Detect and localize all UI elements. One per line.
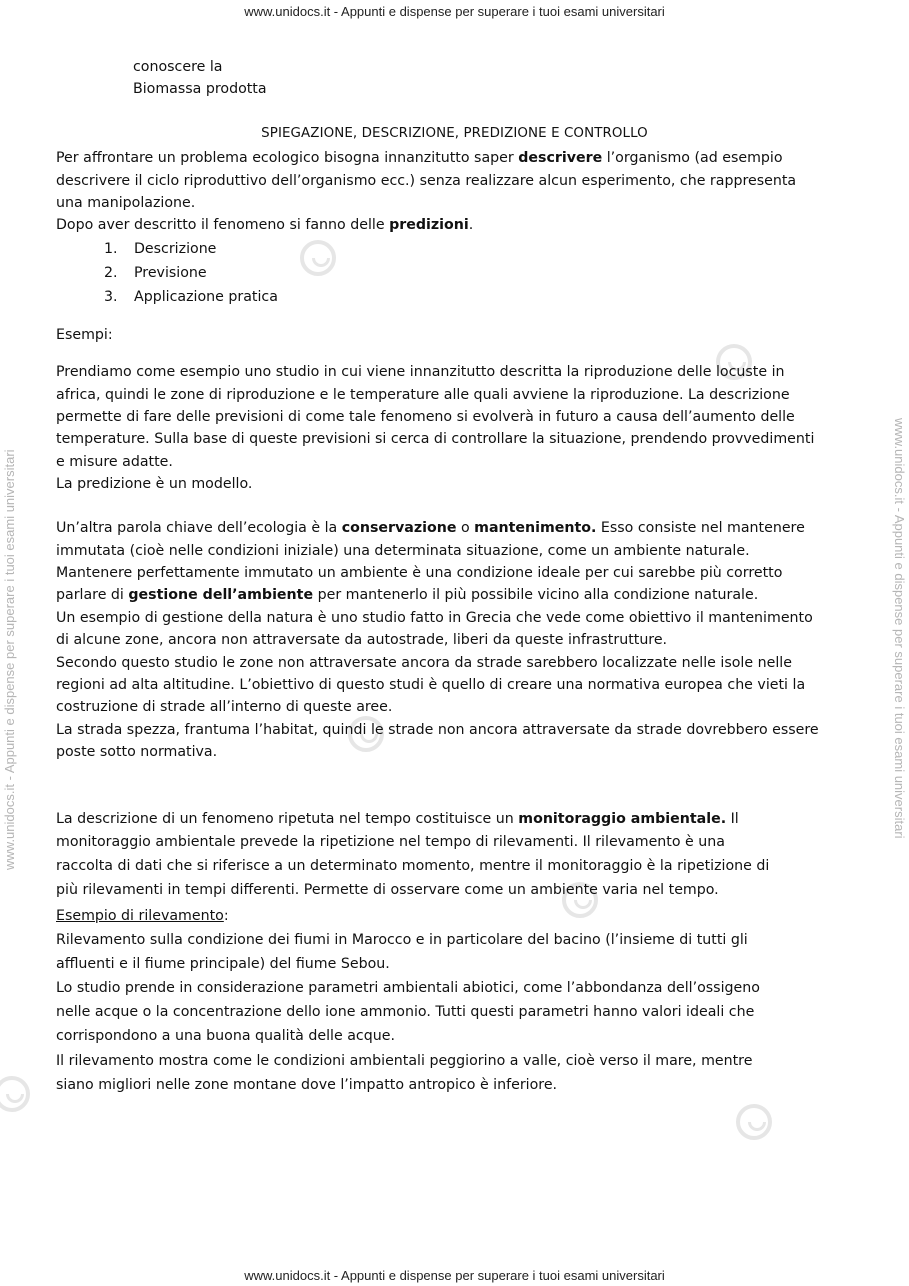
watermark-logo-icon	[736, 1104, 772, 1140]
p3-line: parlare di gestione dell’ambiente per mantenerlo il più possibile vicino alla condizione naturale.	[56, 587, 759, 603]
p4-line: Esempio di rilevamento:	[56, 908, 229, 924]
p4-line: siano migliori nelle zone montane dove l’impatto antropico è inferiore.	[56, 1077, 558, 1093]
watermark-bottom: www.unidocs.it - Appunti e dispense per superare i tuoi esami universitari	[244, 1268, 665, 1283]
numbered-list	[104, 237, 278, 309]
p4-line: monitoraggio ambientale prevede la ripetizione nel tempo di rilevamenti. Il rilevamento è una	[56, 834, 725, 850]
p4-line: più rilevamenti in tempi differenti. Permette di osservare come un ambiente varia nel tempo.	[56, 882, 719, 898]
p2-line: e misure adatte.	[56, 453, 173, 470]
list-item: 1. Descrizione	[104, 241, 217, 257]
watermark-logo-icon	[0, 1076, 30, 1112]
p4-line: La descrizione di un fenomeno ripetuta nel tempo costituisce un monitoraggio ambientale. Il	[56, 811, 739, 827]
p2-line: permette di fare delle previsioni di come tale fenomeno si evolverà in futuro a causa dell’aumento delle	[56, 409, 795, 425]
p3-line: Un esempio di gestione della natura è uno studio fatto in Grecia che vede come obiettivo il mantenimento	[56, 609, 813, 626]
p3-line: poste sotto normativa.	[56, 744, 218, 760]
p3-line: Un’altra parola chiave dell’ecologia è la conservazione o mantenimento. Esso consiste nel mantenere	[56, 520, 805, 536]
p3-line: Mantenere perfettamente immutato un ambiente è una condizione ideale per cui sarebbe più corretto	[56, 565, 783, 581]
p3-line: regioni ad alta altitudine. L’obiettivo di questo studi è quello di creare una normativa europea che vieti la	[56, 677, 806, 693]
p3-line: La strada spezza, frantuma l’habitat, quindi le strade non ancora attraversate da strade dovrebbero essere	[56, 721, 819, 738]
p4-line: Lo studio prende in considerazione parametri ambientali abiotici, come l’abbondanza dell’ossigeno	[56, 980, 760, 996]
p4-line: Rilevamento sulla condizione dei fiumi in Marocco e in particolare del bacino (l’insieme di tutti gli	[56, 932, 748, 948]
section-heading: SPIEGAZIONE, DESCRIZIONE, PREDIZIONE E CONTROLLO	[261, 126, 648, 141]
p3-line: costruzione di strade all’interno di queste aree.	[56, 699, 393, 715]
intro-line-1: conoscere la	[133, 59, 223, 75]
p3-line: di alcune zone, ancora non attraversate da autostrade, liberi da queste infrastrutture.	[56, 632, 668, 648]
p2-line: temperature. Sulla base di queste previsioni si cerca di controllare la situazione, prendendo provvedimenti	[56, 431, 815, 447]
p4-line: corrispondono a una buona qualità delle acque.	[56, 1028, 395, 1044]
watermark-left: www.unidocs.it - Appunti e dispense per superare i tuoi esami universitari	[2, 449, 17, 870]
p4-line: Il rilevamento mostra come le condizioni ambientali peggiorino a valle, cioè verso il mare, mentre	[56, 1053, 753, 1069]
p2-line: africa, quindi le zone di riproduzione e le temperature alle quali avviene la riproduzione. La descrizione	[56, 386, 790, 403]
p4-line: raccolta di dati che si riferisce a un determinato momento, mentre il monitoraggio è la ripetizione di	[56, 858, 770, 874]
list-item: 3. Applicazione pratica	[104, 289, 278, 305]
esempi-label: Esempi:	[56, 327, 113, 343]
p1-line: Dopo aver descritto il fenomeno si fanno delle predizioni.	[56, 217, 474, 233]
p3-line: Secondo questo studio le zone non attraversate ancora da strade sarebbero localizzate nelle isole nelle	[56, 654, 792, 671]
p1-line: una manipolazione.	[56, 195, 196, 211]
watermark-right: www.unidocs.it - Appunti e dispense per superare i tuoi esami universitari	[892, 418, 907, 839]
p2-line: La predizione è un modello.	[56, 476, 253, 492]
watermark-top: www.unidocs.it - Appunti e dispense per superare i tuoi esami universitari	[244, 4, 665, 19]
intro-line-2: Biomassa prodotta	[133, 81, 267, 97]
p4-line: affluenti e il fiume principale) del fiume Sebou.	[56, 956, 390, 972]
p3-line: immutata (cioè nelle condizioni iniziale) una determinata situazione, come un ambiente naturale.	[56, 542, 750, 559]
p4-line: nelle acque o la concentrazione dello ione ammonio. Tutti questi parametri hanno valori ideali che	[56, 1004, 755, 1020]
p1-line: descrivere il ciclo riproduttivo dell’organismo ecc.) senza realizzare alcun esperimento, che rappresenta	[56, 172, 797, 189]
p2-line: Prendiamo come esempio uno studio in cui viene innanzitutto descritta la riproduzione delle locuste in	[56, 364, 785, 380]
watermark-logo-icon	[300, 240, 336, 276]
list-item: 2. Previsione	[104, 265, 207, 281]
p1-line: Per affrontare un problema ecologico bisogna innanzitutto saper descrivere l’organismo (ad esempio	[56, 150, 783, 166]
